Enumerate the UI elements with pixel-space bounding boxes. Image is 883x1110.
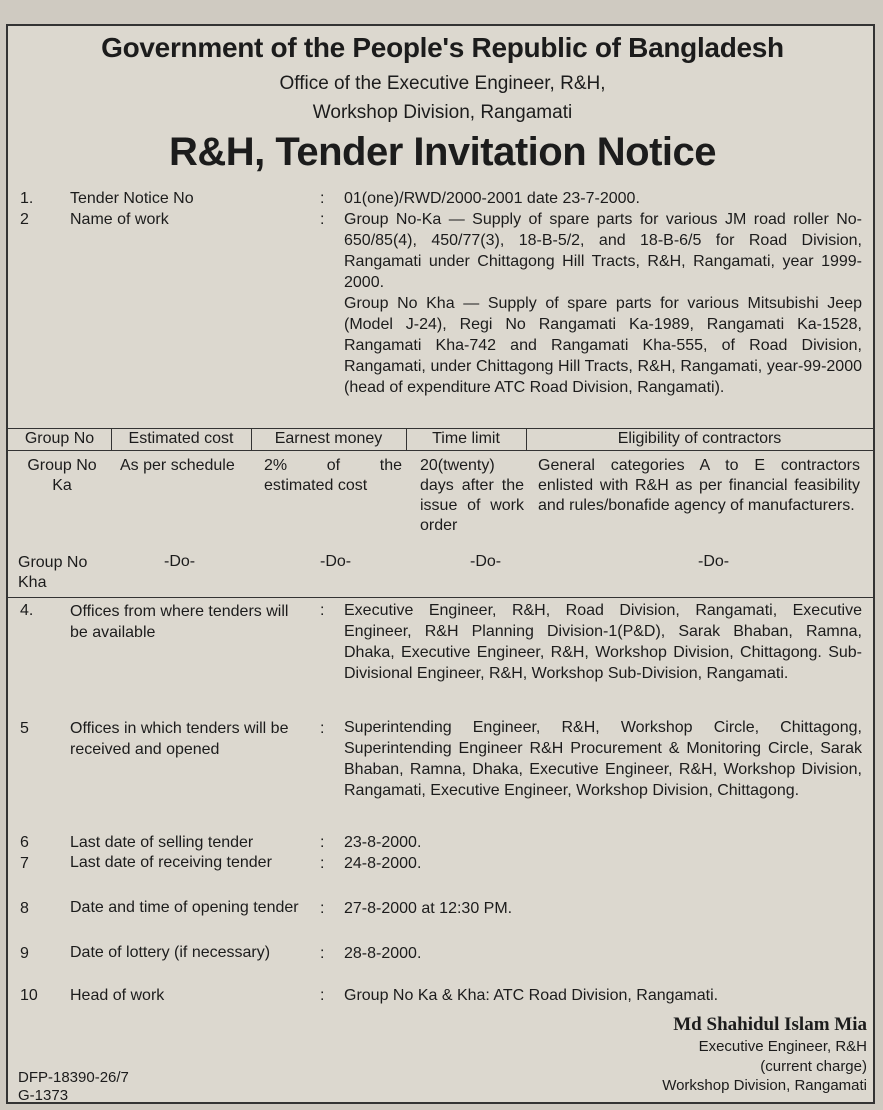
item-5-value: Superintending Engineer, R&H, Workshop Circle, Chittagong, Superintending Engineer R&H Procurement & Monitoring Circle, Sarak Bhaban, Ramna, Dhaka, Executive Engineer, R&H, Workshop Division, Rangamati, Executive Engineer, Workshop Division, Chittagong. bbox=[344, 719, 862, 799]
notice-title: R&H, Tender Invitation Notice bbox=[168, 130, 717, 174]
row2-time: -Do- bbox=[470, 553, 502, 570]
header-eligibility: Eligibility of contractors bbox=[617, 430, 782, 447]
item-9-value: 28-8-2000. bbox=[344, 945, 422, 962]
signatory-title: Executive Engineer, R&H bbox=[698, 1038, 867, 1055]
item-1-colon: : bbox=[320, 190, 325, 207]
item-7-value: 24-8-2000. bbox=[344, 855, 422, 872]
header-group-no: Group No bbox=[24, 430, 95, 447]
item-1-value: 01(one)/RWD/2000-2001 date 23-7-2000. bbox=[344, 190, 640, 207]
government-heading: Government of the People's Republic of Bangladesh bbox=[101, 32, 784, 63]
row2-earnest: -Do- bbox=[320, 553, 352, 570]
item-1-label: Tender Notice No bbox=[70, 190, 194, 207]
row1-eligibility: General categories A to E contractors enlisted with R&H as per financial feasibility and rules/bonafide agency of manufacturers. bbox=[538, 457, 860, 514]
item-10-colon: : bbox=[320, 987, 325, 1004]
item-4-label: Offices from where tenders will be available bbox=[70, 603, 289, 641]
item-10-value: Group No Ka & Kha: ATC Road Division, Rangamati. bbox=[344, 987, 719, 1004]
row1-group: Group No Ka bbox=[27, 457, 97, 494]
item-4-colon: : bbox=[320, 602, 325, 619]
signatory-name: Md Shahidul Islam Mia bbox=[673, 1014, 867, 1035]
item-6-label: Last date of selling tender bbox=[70, 834, 254, 851]
office-line-1: Office of the Executive Engineer, R&H, bbox=[279, 73, 606, 94]
item-4-value: Executive Engineer, R&H, Road Division, Rangamati, Executive Engineer, R&H Planning Division-1(P&D), Sarak Bhaban, Ramna, Dhaka, Executive Engineer, R&H, Workshop Division, Chittagong. Sub-Divisional Engineer, R&H, Workshop Sub-Division, Rangamati. bbox=[344, 602, 862, 682]
header-estimated-cost: Estimated cost bbox=[128, 430, 234, 447]
signatory-division: Workshop Division, Rangamati bbox=[662, 1077, 867, 1094]
item-2-number: 2 bbox=[20, 211, 29, 228]
item-8-label: Date and time of opening tender bbox=[70, 899, 299, 916]
item-8-value: 27-8-2000 at 12:30 PM. bbox=[344, 900, 513, 917]
item-9-colon: : bbox=[320, 945, 325, 962]
row2-group: Group No Kha bbox=[18, 554, 88, 591]
item-5-number: 5 bbox=[20, 720, 29, 737]
row2-eligibility: -Do- bbox=[698, 553, 730, 570]
group-kha-description: Group No Kha — Supply of spare parts for various Mitsubishi Jeep (Model J-24), Regi No Rangamati Ka-1989, Rangamati Ka-1528, Rangamati Kha-742 and Rangamati Kha-555, of Road Division, Rangamati, under Chittagong Hill Tracts, R&H, Rangamati, year-99-2000 (head of expenditure ATC Road Division, Rangamati). bbox=[344, 295, 862, 396]
item-9-label: Date of lottery (if necessary) bbox=[70, 944, 271, 961]
table-bottom-line bbox=[8, 597, 873, 598]
table-top-line bbox=[8, 428, 873, 429]
item-10-number: 10 bbox=[20, 987, 38, 1004]
item-8-colon: : bbox=[320, 900, 325, 917]
item-2-label: Name of work bbox=[70, 211, 169, 228]
tender-notice bbox=[6, 24, 875, 1104]
item-1-number: 1. bbox=[20, 190, 34, 207]
item-10-label: Head of work bbox=[70, 987, 165, 1004]
office-line-2: Workshop Division, Rangamati bbox=[312, 102, 573, 123]
header-time-limit: Time limit bbox=[432, 430, 500, 447]
row1-cost: As per schedule bbox=[120, 457, 235, 474]
g-code: G-1373 bbox=[18, 1087, 69, 1104]
header-earnest-money: Earnest money bbox=[274, 430, 383, 447]
row1-earnest: 2% of the estimated cost bbox=[264, 457, 402, 494]
item-4-number: 4. bbox=[20, 602, 34, 619]
item-6-colon: : bbox=[320, 834, 325, 851]
item-5-colon: : bbox=[320, 720, 325, 737]
item-7-number: 7 bbox=[20, 855, 29, 872]
item-5-label: Offices in which tenders will be received and opened bbox=[70, 720, 289, 758]
item-7-colon: : bbox=[320, 855, 325, 872]
item-6-value: 23-8-2000. bbox=[344, 834, 422, 851]
item-6-number: 6 bbox=[20, 834, 29, 851]
group-ka-description: Group No-Ka — Supply of spare parts for various JM road roller No-650/85(4), 450/77(3), 18-B-5/2, and 18-B-6/5 for Road Division, Rangamati under Chittagong Hill Tracts, R&H, Rangamati, year 1999-2000. bbox=[344, 211, 862, 291]
row1-time: 20(twenty) days after the issue of work order bbox=[420, 457, 524, 534]
table-header-line bbox=[8, 450, 873, 451]
dfp-code: DFP-18390-26/7 bbox=[18, 1069, 129, 1086]
signatory-charge: (current charge) bbox=[760, 1058, 867, 1075]
item-8-number: 8 bbox=[20, 900, 29, 917]
item-2-colon: : bbox=[320, 211, 325, 228]
item-9-number: 9 bbox=[20, 945, 29, 962]
row2-cost: -Do- bbox=[164, 553, 196, 570]
item-7-label: Last date of receiving tender bbox=[70, 854, 272, 871]
